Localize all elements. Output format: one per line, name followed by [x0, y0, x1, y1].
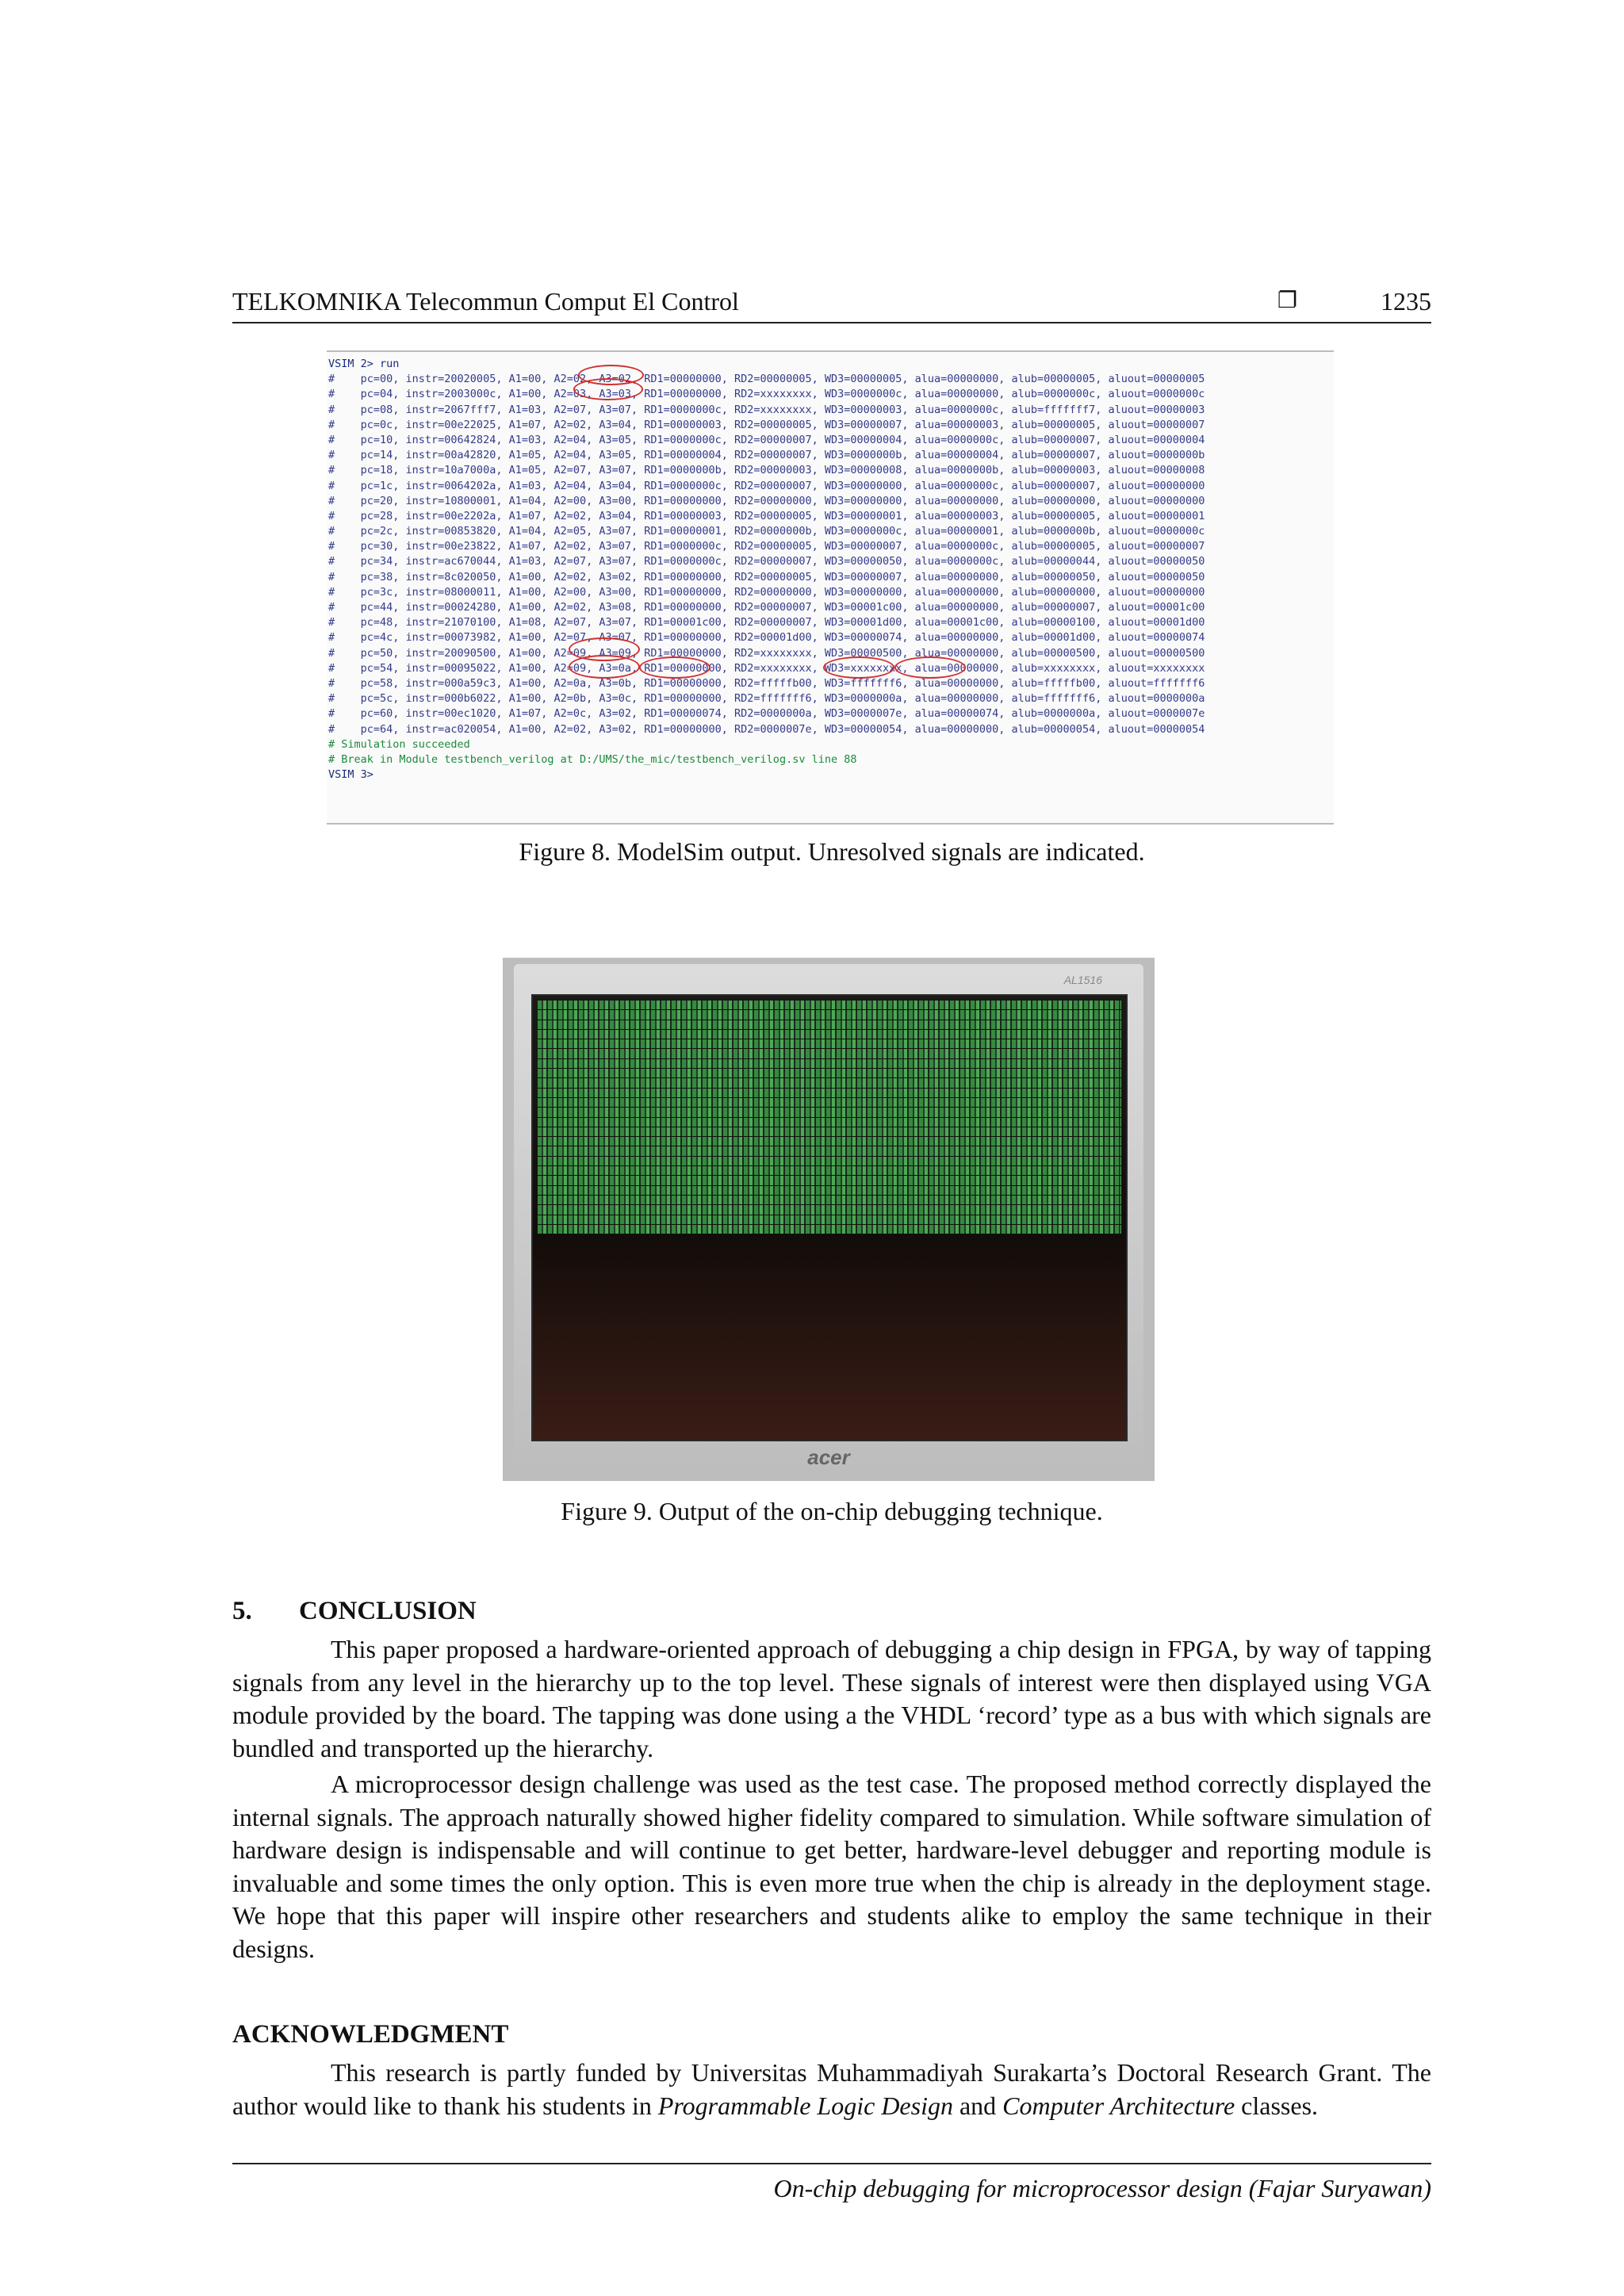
- figure8-caption: Figure 8. ModelSim output. Unresolved signals are indicated.: [519, 837, 1145, 866]
- screen-row: [538, 1205, 1121, 1215]
- monitor-bezel: [514, 964, 1143, 1473]
- screen-row: [538, 1059, 1121, 1069]
- console-line: # pc=3c, instr=08000011, A1=00, A2=00, A3=00, RD1=00000000, RD2=00000000, WD3=00000000, alua=00000000, alub=00000000, aluout=00000000: [328, 585, 1205, 599]
- unresolved-mark-rd2-pc54: [569, 655, 640, 679]
- console-line: # pc=04, instr=2003000c, A1=00, A2=03, A3=03, RD1=00000000, RD2=xxxxxxxx, WD3=0000000c, alua=00000000, alub=0000000c, aluout=0000000c: [328, 388, 1205, 401]
- running-footer: On-chip debugging for microprocessor design (Fajar Suryawan): [773, 2174, 1431, 2202]
- ack-text-after: classes.: [1235, 2091, 1319, 2120]
- console-line: # pc=60, instr=00ec1020, A1=07, A2=0c, A3=02, RD1=00000074, RD2=0000000a, WD3=0000007e, alua=00000074, alub=0000000a, aluout=0000007e: [328, 707, 1205, 721]
- ack-course-2: Computer Architecture: [1002, 2091, 1235, 2120]
- screen-row: [538, 1098, 1121, 1108]
- console-line: # pc=28, instr=00e2202a, A1=07, A2=02, A3=04, RD1=00000003, RD2=00000005, WD3=00000001, alua=00000003, alub=00000005, aluout=00000001: [328, 509, 1205, 522]
- acknowledgment-heading: ACKNOWLEDGMENT: [232, 2020, 509, 2049]
- console-line: # pc=38, instr=8c020050, A1=00, A2=02, A3=02, RD1=00000000, RD2=00000005, WD3=00000007, alua=00000000, alub=00000050, aluout=00000050: [328, 570, 1205, 584]
- section-title: CONCLUSION: [299, 1597, 477, 1625]
- monitor-photo: [503, 958, 1155, 1481]
- screen-row: [538, 1069, 1121, 1078]
- monitor-screen: [531, 994, 1128, 1441]
- console-line: # pc=44, instr=00024280, A1=00, A2=02, A3=08, RD1=00000000, RD2=00000007, WD3=00001c00, alua=00000000, alub=00000007, aluout=00001c00: [328, 601, 1205, 614]
- modelsim-console-figure: [327, 350, 1334, 825]
- screen-row: [538, 1049, 1121, 1058]
- console-line: # pc=48, instr=21070100, A1=08, A2=07, A3=07, RD1=00001c00, RD2=00000007, WD3=00001d00, alua=00001c00, alub=00000100, aluout=00001d00: [328, 616, 1205, 629]
- screen-row: [538, 1186, 1121, 1196]
- console-line: # pc=18, instr=10a7000a, A1=05, A2=07, A3=07, RD1=0000000b, RD2=00000003, WD3=00000008, alua=0000000b, alub=00000003, aluout=00000008: [328, 464, 1205, 477]
- screen-row: [538, 1137, 1121, 1146]
- screen-row: [538, 1078, 1121, 1088]
- screen-row: [538, 1089, 1121, 1098]
- unresolved-mark-wd3-pc54: [639, 656, 710, 679]
- console-line: # pc=20, instr=10800001, A1=04, A2=00, A3=00, RD1=00000000, RD2=00000000, WD3=00000000, alua=00000000, alub=00000000, aluout=00000000: [328, 494, 1205, 507]
- console-line: # pc=58, instr=000a59c3, A1=00, A2=0a, A3=0b, RD1=00000000, RD2=fffffb00, WD3=fffffff6, alua=00000000, alub=fffffb00, aluout=fffffff6: [328, 676, 1205, 690]
- console-line: # pc=00, instr=20020005, A1=00, A2=02, A3=02, RD1=00000000, RD2=00000005, WD3=00000005, alua=00000000, alub=00000005, aluout=00000005: [328, 373, 1205, 386]
- figure9-caption: Figure 9. Output of the on-chip debugging technique.: [561, 1497, 1103, 1525]
- console-line: # pc=34, instr=ac670044, A1=03, A2=07, A3=07, RD1=0000000c, RD2=00000007, WD3=00000050, alua=0000000c, alub=00000044, aluout=00000050: [328, 555, 1205, 568]
- screen-row: [538, 1108, 1121, 1117]
- console-line: # pc=4c, instr=00073982, A1=00, A2=07, A3=07, RD1=00000000, RD2=00001d00, WD3=00000074, alua=00000000, alub=00001d00, aluout=00000074: [328, 631, 1205, 645]
- running-header: [232, 285, 1431, 323]
- screen-row: [538, 1215, 1121, 1225]
- console-line: # pc=2c, instr=00853820, A1=04, A2=05, A3=07, RD1=00000001, RD2=0000000b, WD3=0000000c, alua=00000001, alub=0000000b, aluout=0000000c: [328, 525, 1205, 538]
- console-line: # pc=0c, instr=00e22025, A1=07, A2=02, A3=04, RD1=00000003, RD2=00000005, WD3=00000007, alua=00000003, alub=00000005, aluout=00000007: [328, 418, 1205, 431]
- console-line: # Simulation succeeded: [328, 737, 470, 751]
- screen-row: [538, 1010, 1121, 1020]
- ack-text-middle: and: [952, 2091, 1003, 2120]
- screen-row: [538, 1118, 1121, 1127]
- footer-rule: [232, 2163, 1431, 2164]
- ack-course-1: Programmable Logic Design: [657, 2091, 953, 2120]
- acknowledgment-paragraph: [232, 2057, 1431, 2122]
- conclusion-paragraph-1: This paper proposed a hardware-oriented approach of debugging a chip design in FPGA, by way of tapping signals from any level in the hierarchy up to the top level. These signals of interest were then displayed using VGA module provided by the board. The tapping was done using a the VHDL ‘record’ type as a bus with which signals are bundled and transported up the hierarchy.: [232, 1635, 1431, 1762]
- screen-row: [538, 1039, 1121, 1049]
- unresolved-mark-aluout-pc54: [894, 656, 966, 679]
- console-line: # pc=64, instr=ac020054, A1=00, A2=02, A3=02, RD1=00000000, RD2=0000007e, WD3=00000054, alua=00000000, alub=00000054, aluout=00000054: [328, 722, 1205, 736]
- unresolved-mark-alub-pc54: [823, 656, 894, 679]
- section-number: 5.: [232, 1597, 252, 1625]
- screen-row: [538, 1225, 1121, 1234]
- box-glyph-icon: ❐: [1277, 287, 1298, 313]
- page-number: 1235: [1381, 287, 1431, 316]
- console-line: # pc=30, instr=00e23822, A1=07, A2=02, A3=07, RD1=0000000c, RD2=00000005, WD3=00000007, alua=0000000c, alub=00000005, aluout=00000007: [328, 540, 1205, 553]
- console-line: # pc=54, instr=00095022, A1=00, A2=09, A3=0a, RD1=00000000, RD2=xxxxxxxx, WD3=xxxxxxxx, alua=00000000, alub=xxxxxxxx, aluout=xxxxxxxx: [328, 661, 1205, 675]
- console-output: [328, 357, 1334, 783]
- screen-row: [538, 1030, 1121, 1039]
- console-line: # pc=14, instr=00a42820, A1=05, A2=04, A3=05, RD1=00000004, RD2=00000007, WD3=0000000b, alua=00000004, alub=00000007, aluout=0000000b: [328, 449, 1205, 462]
- screen-row: [538, 1127, 1121, 1137]
- screen-row: [538, 1020, 1121, 1030]
- screen-row: [538, 1166, 1121, 1176]
- monitor-model-label: AL1516: [1063, 974, 1102, 986]
- journal-name: TELKOMNIKA Telecommun Comput El Control: [232, 287, 739, 316]
- screen-row: [538, 1176, 1121, 1185]
- unresolved-mark-rd2-pc08: [573, 378, 643, 400]
- section-heading: [232, 1597, 477, 1626]
- ack-text-before: This research is partly funded by Universitas Muhammadiyah Surakarta’s Doctoral Research Grant. The author would like to thank his students in: [232, 2058, 1431, 2120]
- console-line: # pc=08, instr=2067fff7, A1=03, A2=07, A3=07, RD1=0000000c, RD2=xxxxxxxx, WD3=00000003, alua=0000000c, alub=fffffff7, aluout=00000003: [328, 403, 1205, 416]
- screen-row: [538, 1146, 1121, 1156]
- console-line: # pc=1c, instr=0064202a, A1=03, A2=04, A3=04, RD1=0000000c, RD2=00000007, WD3=00000000, alua=0000000c, alub=00000007, aluout=00000000: [328, 479, 1205, 492]
- screen-row: [538, 1157, 1121, 1166]
- console-line: # Break in Module testbench_verilog at D:/UMS/the_mic/testbench_verilog.sv line 88: [328, 752, 857, 766]
- screen-row: [538, 1196, 1121, 1205]
- console-line: VSIM 3>: [328, 768, 373, 782]
- monitor-brand-logo: acer: [807, 1445, 850, 1469]
- console-line: VSIM 2> run: [328, 358, 400, 370]
- screen-row: [538, 1001, 1121, 1010]
- console-line: # pc=5c, instr=000b6022, A1=00, A2=0b, A3=0c, RD1=00000000, RD2=fffffff6, WD3=0000000a, alua=00000000, alub=fffffff6, aluout=0000000a: [328, 692, 1205, 706]
- conclusion-paragraph-2: A microprocessor design challenge was used as the test case. The proposed method correctly displayed the internal signals. The approach naturally showed higher fidelity compared to simulation. While software simulation of hardware design is indispensable and will continue to get better, hardware-level debugger and reporting module is invaluable and some times the only option. This is even more true when the chip is already in the deployment stage. We hope that this paper will inspire other researchers and students alike to employ the same technique in their designs.: [232, 1770, 1431, 1963]
- screen-text-rows: [538, 1001, 1121, 1234]
- console-line: # pc=50, instr=20090500, A1=00, A2=09, A3=09, RD1=00000000, RD2=xxxxxxxx, WD3=00000500, alua=00000000, alub=00000500, aluout=00000500: [328, 646, 1205, 660]
- console-line: # pc=10, instr=00642824, A1=03, A2=04, A3=05, RD1=0000000c, RD2=00000007, WD3=00000004, alua=0000000c, alub=00000007, aluout=00000004: [328, 433, 1205, 446]
